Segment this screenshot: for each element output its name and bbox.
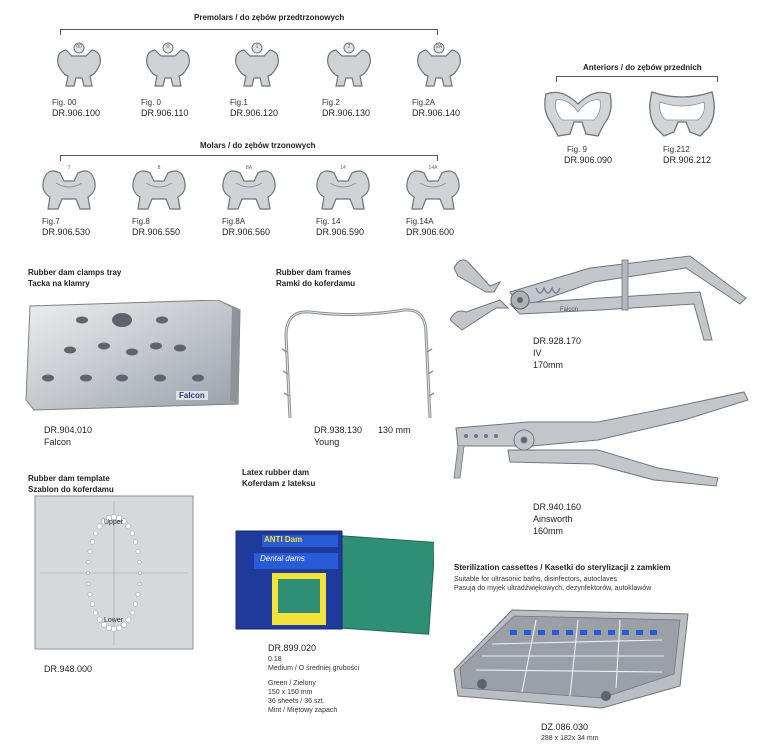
frames-sub: Young bbox=[314, 437, 340, 447]
molar-fig-label: Fig.8 bbox=[132, 217, 150, 226]
premolar-code: DR.906.140 bbox=[412, 108, 461, 118]
template-hole bbox=[90, 602, 95, 607]
cassette-code: DZ.086.030 bbox=[541, 722, 589, 732]
fig-212-label: Fig.212 bbox=[663, 145, 690, 154]
template-hole bbox=[88, 550, 92, 554]
frames-code: DR.938.130 bbox=[314, 425, 363, 435]
pliers2-line2: Ainsworth bbox=[533, 514, 573, 524]
fig-9-label: Fig. 9 bbox=[567, 145, 588, 154]
frames-size: 130 mm bbox=[378, 425, 411, 435]
molar-fig-label: Fig.14A bbox=[406, 217, 434, 226]
premolar-code: DR.906.100 bbox=[52, 108, 101, 118]
clamp-fig-9 bbox=[542, 88, 614, 140]
premolar-clamp-mark: 2A bbox=[435, 44, 443, 50]
latex-specs bbox=[268, 655, 359, 715]
frames-title-1: Rubber dam frames bbox=[276, 268, 352, 277]
template-hole bbox=[126, 617, 131, 622]
template-hole bbox=[97, 617, 102, 622]
tray-code: DR.904.010 bbox=[44, 425, 93, 435]
template-hole bbox=[136, 550, 140, 554]
clamp-forceps-image bbox=[450, 248, 750, 344]
latex-spec: Mint / Miętowy zapach bbox=[268, 707, 338, 714]
template-hole bbox=[88, 592, 92, 596]
molar-clamp-mark: 14 bbox=[340, 165, 346, 171]
template-lower-label: Lower bbox=[104, 617, 124, 624]
template-hole bbox=[136, 592, 140, 596]
latex-title-1: Latex rubber dam bbox=[242, 468, 310, 477]
molars-header: Molars / do zębów trzonowych bbox=[200, 141, 316, 150]
molar-code: DR.906.550 bbox=[132, 227, 181, 237]
premolar-fig-label: Fig. 00 bbox=[52, 98, 77, 107]
molars-bracket bbox=[60, 155, 438, 156]
premolar-code: DR.906.110 bbox=[141, 108, 189, 118]
fig-212-code: DR.906.212 bbox=[663, 155, 712, 165]
cassette-title: Sterilization cassettes / Kasetki do sterylizacji z zamkiem bbox=[454, 563, 671, 572]
latex-title-2: Koferdam z lateksu bbox=[242, 479, 316, 488]
template-hole bbox=[106, 625, 112, 631]
premolars-header: Premolars / do zębów przedtrzonowych bbox=[194, 13, 345, 22]
latex-spec: 36 sheets / 36 szt. bbox=[268, 698, 325, 705]
clamp-fig-212 bbox=[646, 88, 718, 140]
template-title-1: Rubber dam template bbox=[28, 474, 110, 483]
anteriors-header: Anteriors / do zębów przednich bbox=[583, 63, 702, 72]
latex-code: DR.899.020 bbox=[268, 643, 317, 653]
tray-title-2: Tacka na klamry bbox=[28, 279, 90, 288]
latex-spec: 150 x 150 mm bbox=[268, 689, 313, 696]
template-hole bbox=[86, 571, 89, 574]
template-hole bbox=[93, 610, 98, 615]
molar-code: DR.906.590 bbox=[316, 227, 365, 237]
latex-box-brand: ANTI Dam bbox=[264, 535, 303, 544]
premolar-code: DR.906.120 bbox=[230, 108, 279, 118]
latex-spec: 0.18 bbox=[268, 656, 282, 663]
sterilization-cassette-image bbox=[452, 600, 692, 712]
pliers1-code: DR.928.170 bbox=[533, 336, 582, 346]
premolar-fig-label: Fig.2 bbox=[322, 98, 340, 107]
pliers2-line3: 160mm bbox=[533, 526, 564, 536]
template-hole bbox=[133, 540, 138, 545]
template-hole bbox=[126, 524, 131, 529]
rubber-dam-frame-image bbox=[270, 300, 440, 424]
molar-code: DR.906.530 bbox=[42, 227, 91, 237]
template-hole bbox=[111, 626, 117, 632]
molar-fig-label: Fig.8A bbox=[222, 217, 246, 226]
molar-clamp-mark: 8 bbox=[157, 165, 161, 171]
pliers1-line2: IV bbox=[533, 348, 542, 358]
pliers1-line3: 170mm bbox=[533, 360, 564, 370]
template-hole bbox=[87, 560, 91, 564]
premolar-fig-label: Fig.2A bbox=[412, 98, 436, 107]
molar-clamp-mark: 8A bbox=[245, 165, 253, 171]
template-upper-label: Upper bbox=[104, 519, 124, 526]
template-code: DR.948.000 bbox=[44, 664, 93, 674]
falcon-logo: Falcon bbox=[176, 391, 208, 400]
molar-code: DR.906.600 bbox=[406, 227, 455, 237]
premolar-fig-label: Fig.1 bbox=[230, 98, 248, 107]
molar-clamp-mark: 7 bbox=[67, 165, 71, 171]
clamps-tray-image bbox=[22, 300, 244, 412]
molar-fig-label: Fig.7 bbox=[42, 217, 60, 226]
fig-9-code: DR.906.090 bbox=[564, 155, 613, 165]
premolar-clamp-mark: 0 bbox=[166, 44, 170, 50]
frames-title-2: Ramki do koferdamu bbox=[276, 279, 356, 288]
cassette-line-2: Pasują do myjek ultradźwiękowych, dezynfektorów, autoklawów bbox=[454, 585, 652, 592]
template-hole bbox=[138, 582, 142, 586]
premolar-fig-label: Fig. 0 bbox=[141, 98, 162, 107]
punch-pliers-image bbox=[448, 388, 753, 494]
template-hole bbox=[93, 531, 98, 536]
latex-spec: Green / Zielony bbox=[268, 680, 316, 687]
latex-spec: Medium / O średniej grubości bbox=[268, 665, 360, 672]
cassette-line-1: Suitable for ultrasonic baths, disinfectors, autoclaves bbox=[454, 576, 618, 583]
molar-code: DR.906.560 bbox=[222, 227, 271, 237]
pliers2-code: DR.940.160 bbox=[533, 502, 582, 512]
tray-title-1: Rubber dam clamps tray bbox=[28, 268, 122, 277]
template-hole bbox=[90, 540, 95, 545]
molar-clamp-mark: 14A bbox=[428, 165, 438, 171]
premolar-clamp-mark: 2 bbox=[347, 44, 351, 50]
molar-fig-label: Fig. 14 bbox=[316, 217, 341, 226]
template-hole bbox=[116, 625, 122, 631]
template-hole bbox=[97, 524, 102, 529]
template-hole bbox=[130, 531, 135, 536]
premolar-clamp-mark: 00 bbox=[76, 44, 82, 50]
premolars-bracket bbox=[60, 29, 438, 30]
premolar-clamp-mark: 1 bbox=[255, 44, 259, 50]
template-hole bbox=[130, 610, 135, 615]
premolar-code: DR.906.130 bbox=[322, 108, 371, 118]
pliers-brand-label: Falcon bbox=[560, 307, 579, 313]
anteriors-bracket bbox=[556, 76, 718, 77]
template-title-2: Szablon do koferdamu bbox=[28, 485, 114, 494]
template-hole bbox=[138, 560, 142, 564]
template-hole bbox=[133, 602, 138, 607]
cassette-size: 288 x 182x 34 mm bbox=[541, 735, 599, 742]
template-hole bbox=[138, 571, 141, 574]
latex-box-label: Dental dams bbox=[260, 554, 305, 563]
template-hole bbox=[87, 582, 91, 586]
tray-sub: Falcon bbox=[44, 437, 72, 447]
